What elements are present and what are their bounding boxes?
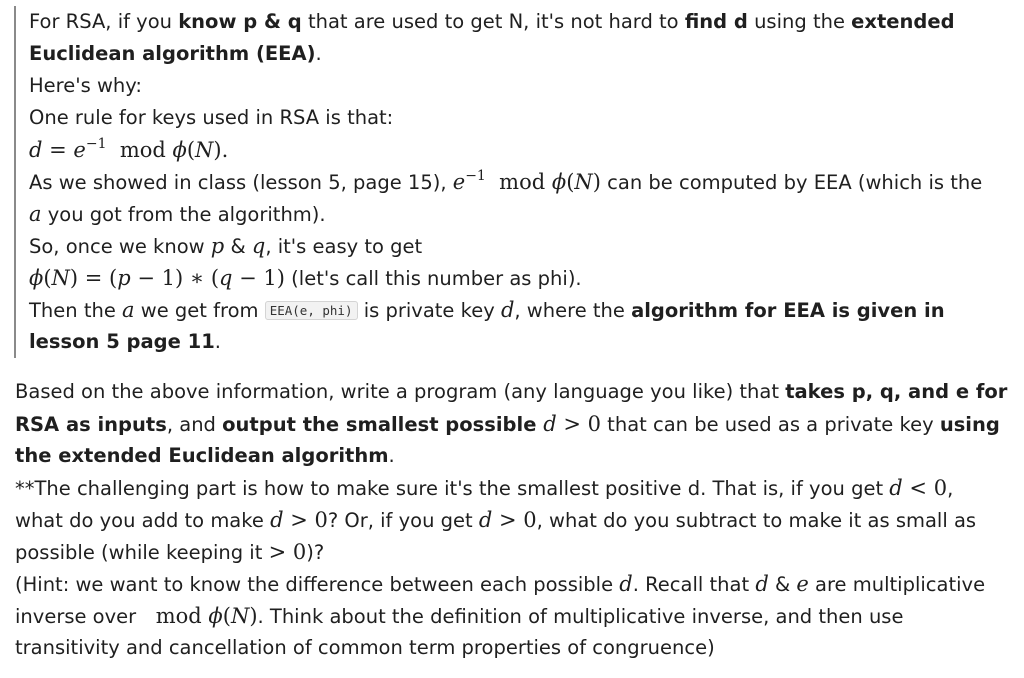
text: (Hint: we want to know the difference between each possible xyxy=(15,573,620,596)
text: Based on the above information, write a program (any language you like) that xyxy=(15,380,786,403)
math-var: N xyxy=(574,170,593,194)
text: that can be used as a private key xyxy=(600,413,940,436)
text: can be computed by EEA (which is the xyxy=(600,171,983,194)
math-var: a xyxy=(122,298,135,322)
math-mod: mod xyxy=(106,138,173,162)
math-var: ϕ xyxy=(551,170,567,194)
math-var: d xyxy=(478,508,493,532)
bold-text: takes p, q, and e for xyxy=(785,380,1008,403)
body-line-5 xyxy=(15,504,1015,536)
text: As we showed in class (lesson 5, page 15), xyxy=(29,171,453,194)
math-var: p xyxy=(117,266,131,290)
math-exponent: −1 xyxy=(465,168,486,184)
math-op: ( xyxy=(566,170,575,194)
bold-text: RSA as inputs xyxy=(15,413,167,436)
body-line-4 xyxy=(15,472,1015,504)
math-op: > 0 xyxy=(556,412,601,436)
math-var: q xyxy=(251,234,266,258)
math-mod: mod xyxy=(485,170,552,194)
math-op: ) xyxy=(592,170,601,194)
bold-text: algorithm for EEA is given in xyxy=(631,299,945,322)
math-op: = xyxy=(42,138,74,162)
math-op: ) xyxy=(69,266,79,290)
text: possible (while keeping it xyxy=(15,541,269,564)
quote-line-3: Here's why: xyxy=(29,74,142,97)
text: . xyxy=(388,444,395,467)
text: , and xyxy=(166,413,223,436)
formula-phi-n xyxy=(29,262,1019,294)
inline-code: EEA(e, phi) xyxy=(265,301,358,320)
assignment-text xyxy=(15,376,1015,664)
text: . Think about the definition of multiplicative inverse, and then use xyxy=(257,605,904,628)
text: . Recall that xyxy=(632,573,756,596)
math-op: ( xyxy=(222,604,231,628)
math-op: − 1) ∗ ( xyxy=(130,266,220,290)
text: are multiplicative xyxy=(808,573,986,596)
text: Then the xyxy=(29,299,123,322)
bold-text: using xyxy=(939,413,1000,436)
text: we get from xyxy=(134,299,265,322)
body-line-1 xyxy=(15,376,1015,408)
math-var: N xyxy=(230,604,250,628)
math-op: ) xyxy=(213,138,222,162)
math-mod: mod xyxy=(142,604,209,628)
bold-text: Euclidean algorithm (EEA) xyxy=(29,42,316,65)
math-op: = ( xyxy=(78,266,118,290)
math-op: < 0 xyxy=(902,476,948,500)
quote-line-6 xyxy=(29,166,1019,198)
body-line-7 xyxy=(15,568,1015,600)
body-line-3 xyxy=(15,440,1015,472)
math-op: > 0 xyxy=(283,508,328,532)
math-var: N xyxy=(51,266,70,290)
body-line-9: transitivity and cancellation of common term properties of congruence) xyxy=(15,636,715,659)
body-line-8 xyxy=(15,600,1015,632)
bold-text: know p & q xyxy=(178,10,302,33)
math-op: ) xyxy=(249,604,258,628)
formula-d-equals-inverse xyxy=(29,134,1019,166)
math-op: > 0 xyxy=(492,508,537,532)
text: For RSA, if you xyxy=(29,10,179,33)
math-op: ( xyxy=(43,266,52,290)
quote-line-2 xyxy=(29,38,1019,70)
quote-line-4: One rule for keys used in RSA is that: xyxy=(29,106,394,129)
text: inverse over xyxy=(15,605,143,628)
math-op: ( xyxy=(186,138,196,162)
quote-line-1 xyxy=(29,6,1019,38)
math-var: e xyxy=(73,138,86,162)
text: using the xyxy=(747,10,852,33)
text: you got from the algorithm). xyxy=(41,203,326,226)
bold-text: output the smallest possible xyxy=(222,413,544,436)
text: )? xyxy=(306,541,325,564)
math-var: q xyxy=(219,266,233,290)
quote-line-10 xyxy=(29,294,1019,326)
math-var: d xyxy=(619,572,633,596)
math-op: . xyxy=(221,138,229,162)
math-var: d xyxy=(543,412,557,436)
math-var: N xyxy=(195,138,214,162)
text: that are used to get N, it's not hard to xyxy=(301,10,685,33)
body-line-6 xyxy=(15,536,1015,568)
text: , what do you subtract to make it as small as xyxy=(536,509,977,532)
body-line-2 xyxy=(15,408,1015,440)
math-var: a xyxy=(29,202,42,226)
quote-line-11 xyxy=(29,326,1019,358)
math-op: − 1) xyxy=(232,266,285,290)
quote-line-8 xyxy=(29,230,1019,262)
text: , xyxy=(947,477,954,500)
text: , it's easy to get xyxy=(265,235,423,258)
math-var: d xyxy=(755,572,769,596)
text: & xyxy=(224,235,252,258)
quote-line-7 xyxy=(29,198,1019,230)
text: & xyxy=(768,573,797,596)
text: **The challenging part is how to make sure it's the smallest positive d. That is, if you get xyxy=(15,477,890,500)
text: . xyxy=(315,42,322,65)
text: is private key xyxy=(357,299,501,322)
math-var: e xyxy=(452,170,466,194)
text: (let's call this number as phi). xyxy=(284,267,582,290)
math-var: d xyxy=(270,508,284,532)
math-var: p xyxy=(210,234,225,258)
bold-text: lesson 5 page 11 xyxy=(29,330,215,353)
text: what do you add to make xyxy=(15,509,271,532)
math-op: > 0 xyxy=(268,540,307,564)
text: . xyxy=(214,330,221,353)
math-exponent: −1 xyxy=(85,136,107,152)
math-var: d xyxy=(500,298,515,322)
quote-block xyxy=(14,6,1019,358)
text: , where the xyxy=(514,299,632,322)
text: So, once we know xyxy=(29,235,211,258)
math-var: d xyxy=(29,138,43,162)
bold-text: the extended Euclidean algorithm xyxy=(15,444,389,467)
math-var: e xyxy=(796,572,809,596)
math-var: ϕ xyxy=(208,604,223,628)
math-var: ϕ xyxy=(29,266,44,290)
math-var: d xyxy=(889,476,903,500)
text: ? Or, if you get xyxy=(327,509,479,532)
bold-text: find d xyxy=(684,10,748,33)
bold-text: extended xyxy=(851,10,955,33)
math-var: ϕ xyxy=(172,138,187,162)
